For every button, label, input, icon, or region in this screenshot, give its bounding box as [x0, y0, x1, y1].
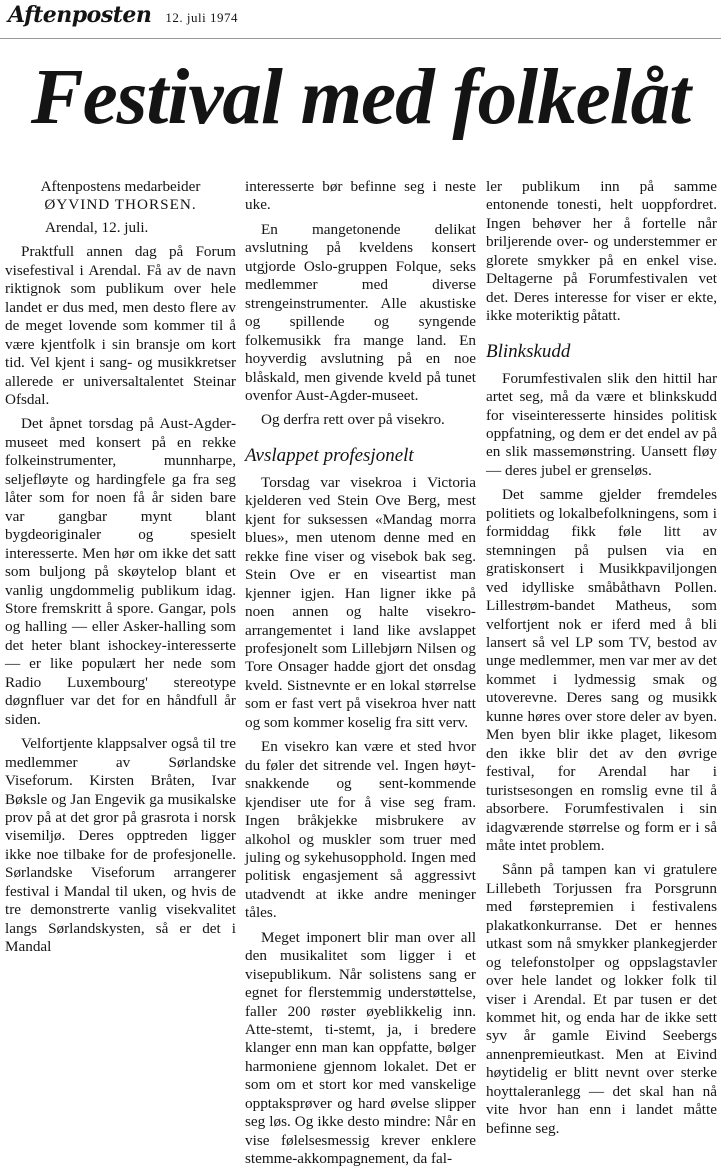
column-2 [245, 178, 476, 1169]
paragraph: Sånn på tampen kan vi gratulere Lillebeth Torjussen fra Porsgrunn med førstepremien i festivalens plakatkonkurranse. Det er hennes utkast som nå smykker plankegjerder og telefonstolper og oppslagstavler over hele landet og lokker folk til viser i Arendal. Et par tusen er det kommet hit, og enda har de ikke sett syv år gamle Eivind Seebergs annenpremieutkast. Men at Eivind høytidelig er blitt nevnt over sterke hoyttaleranlegg — det skal han nå vite hvor han enn i landet måtte befinne seg. [486, 861, 717, 1137]
masthead-rule [0, 38, 721, 39]
paragraph: En mangetonende delikat avslutning på kveldens konsert utgjorde Oslo-gruppen Folque, seks medlemmer med diverse strengeinstrumenter. Alle akustiske og spillende og syngende folkemusikk fra mange land. En hoyverdig avslutning på en noe blåskald, men givende kveld på tunet ovenfor Aust-Agder-museet. [245, 220, 476, 404]
paragraph: Praktfull annen dag på Forum visefestival i Arendal. Få av de navn riktignok som publikum over hele landet er dus med, men desto flere av de meget lovende som kommer til å være kjentfolk i sin bransje om kort tid. Vel kjent i sang- og musikkretser allerede er universaltalentet Steinar Ofsdal. [5, 243, 236, 408]
paragraph: Det åpnet torsdag på Aust-Agder-museet med konsert på en rekke folkeinstrumenter, munnharpe, seljefløyte og hardingfele ga fra seg låter som for noen få år siden bare var gangbar mynt blant bygdeoriginaler og spesielt interesserte. Men hør om ikke det satt som buljong på skøytelop blant et vanlig ungdommelig publikum idag. Store fremskritt å spore. Gangar, pols og halling — eller Asker-halling som det heter blant ishockey-interesserte — er like populært her nede som Radio Luxembourg' stereotype døgnfluer var det for en håndfull år siden. [5, 415, 236, 728]
byline-author: ØYVIND THORSEN. [44, 196, 197, 214]
column-3 [486, 178, 717, 1138]
article-headline: Festival med folkelåt [30, 54, 691, 141]
paragraph: interesserte bør befinne seg i neste uke. [245, 178, 476, 214]
newspaper-name: Aftenposten [8, 2, 152, 28]
column-1 [5, 178, 236, 957]
paragraph: Og derfra rett over på visekro. [261, 411, 445, 429]
paragraph: En visekro kan være et sted hvor du føler det sitrende vel. Ingen høyt-snakkende og sent-kommende kjendiser ute for å vise seg fram. Ingen bråkjekke misbrukere av alkohol og muskler som truer med juling og sykehusopphold. Ingen med politisk engasjement så aggressivt utadvendt at ikke andre meninger tåles. [245, 738, 476, 922]
subheading: Avslappet profesjonelt [245, 444, 414, 466]
issue-date: 12. juli 1974 [165, 10, 238, 25]
paragraph: Det samme gjelder fremdeles politiets og lokalbefolkningens, som i formiddag fikk føle litt av stemningen på pulsen via en gratiskonsert i Musikkpaviljongen ved idylliske småbåthavn Pollen. Lillestrøm-bandet Matheus, som velfortjent nok er iferd med å bli lansert så vel LP som TV, bestod av unge medlemmer, men var mer av det kommet i lydmessig smak og utoverevne. Deres sang og musikk kunne høres over store deler av byen. Men byen blir ikke plaget, likesom den ikke blir det av den øvrige festival, for Arendal har i turistsesongen en romslig evne til å absorbere. Forumfestivalen i sin idagværende størrelse og form er i så måte intet problem. [486, 486, 717, 854]
paragraph: Forumfestivalen slik den hittil har artet seg, må da være et blinkskudd for viseinteresserte hinsides politisk oppfatning, og dem er det endel av på en slik massemønstring. Uansett fløy — deres jubel er grenseløs. [486, 369, 717, 479]
subheading: Blinkskudd [486, 340, 571, 362]
byline [5, 178, 236, 215]
paragraph: Torsdag var visekroa i Victoria kjelderen ved Stein Ove Berg, mest kjent for suksessen «Mandag morra blues», men utenom denne med en rekke fine viser og visebok bak seg. Stein Ove er en viseartist man kjenner igjen. Han ligner ikke på noen annen og halte visekro-arrangementet i land like avslappet profesjonelt som Lillebjørn Nilsen og Tore Onsager hadde gjort det onsdag kveld. Sistnevnte er en lokal størrelse som er fast vert på visekroa hver natt og som kommer koselig fra sitt verv. [245, 473, 476, 731]
paragraph: Meget imponert blir man over all den musikalitet som ligger i et visepublikum. Når solistens sang er egnet for flerstemmig understøttelse, faller 200 røster øyeblikkelig inn. Atte-stemt, ti-stemt, ja, i bredere klanger enn man kan oppfatte, bølger harmoniene gjennom lokalet. Det er som om et stort kor med vanskelige opptaksprøver og hard øvelse slipper seg løs. Og ikke desto mindre: Når en vise følelsesmessig krever enklere stemme-akkompagnement, da fal- [245, 928, 476, 1168]
paragraph: Velfortjente klappsalver også til tre medlemmer av Sørlandske Viseforum. Kirsten Bråten, Ivar Bøksle og Jan Engevik ga musikalske prov på at det gror på grasrota i norsk visemiljø. Deres opptreden ligger ikke noe tilbake for de profesjonelle. Sørlandske Viseforum arrangerer festival i Mandal til uken, og hvis de tre demonstrerte vanlig visekvalitet langs Sørlandskysten, så er det i Mandal [5, 735, 236, 956]
dateline: Arendal, 12. juli. [45, 218, 149, 236]
paragraph: ler publikum inn på samme entonende tonesti, helt uoppfordret. Ingen behøver her å fortelle når briljerende over- og understemmer er glorete smykker på en enkel vise. Deltagerne på Forumfestivalen vet det. Deres interesse for viser er ekte, ikke moteriktig påtatt. [486, 178, 717, 325]
byline-role: Aftenpostens medarbeider [40, 178, 201, 195]
masthead [8, 2, 238, 34]
